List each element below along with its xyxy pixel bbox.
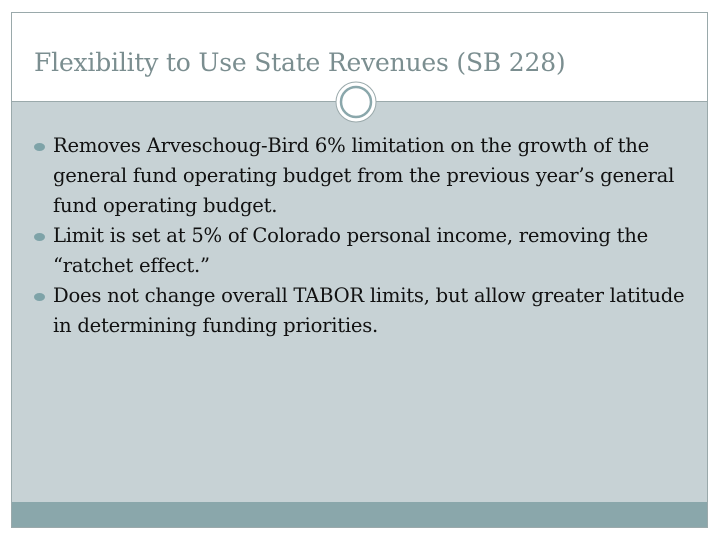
bullet-item (34, 131, 694, 221)
bullet-dot-icon (34, 143, 45, 151)
bullet-dot-icon (34, 293, 45, 301)
slide-frame (11, 12, 708, 528)
bullet-item (34, 281, 694, 341)
bullet-list (34, 131, 694, 341)
bullet-text: Limit is set at 5% of Colorado personal income, removing the “ratchet effect.” (53, 224, 648, 277)
bullet-text: Removes Arveschoug-Bird 6% limitation on the growth of the general fund operating budget from the previous year’s general fund operating budget. (53, 134, 675, 217)
bullet-text: Does not change overall TABOR limits, but allow greater latitude in determining funding priorities. (53, 284, 685, 337)
footer-band (12, 502, 707, 528)
bullet-dot-icon (34, 233, 45, 241)
ring-emblem-icon (335, 81, 377, 123)
slide-title: Flexibility to Use State Revenues (SB 228) (34, 48, 566, 77)
bullet-item (34, 221, 694, 281)
